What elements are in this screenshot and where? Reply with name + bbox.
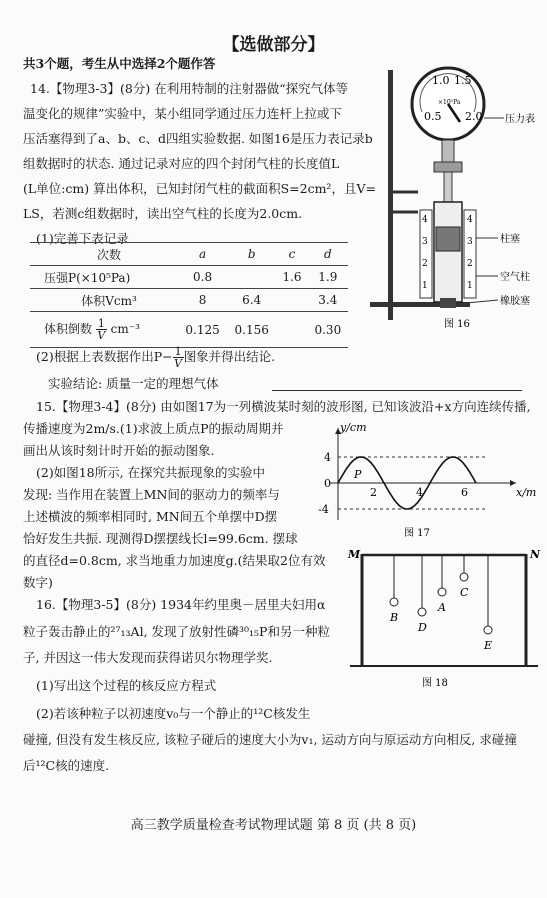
scale-mark: 4 — [467, 215, 473, 225]
x-tick: 4 — [416, 486, 423, 499]
table-header-cell: 次数 — [30, 243, 178, 266]
pendulum-bob — [460, 573, 468, 581]
label-n: N — [530, 548, 541, 561]
table-cell: 6.4 — [227, 289, 276, 312]
q14-part2 — [36, 346, 275, 369]
part2-prefix: (2)根据上表数据作出P− — [36, 349, 173, 364]
gauge-unit: ×10⁵Pa — [438, 99, 461, 106]
label-gauge: 压力表 — [505, 114, 535, 125]
table-row — [30, 312, 348, 348]
plunger — [436, 227, 460, 251]
fraction-numerator: 1 — [97, 317, 105, 330]
row-label: 体积Vcm³ — [30, 289, 178, 312]
figure-caption: 图 18 — [422, 678, 448, 688]
q15-line: 15.【物理3-4】(8分) 由如图17为一列横波某时刻的波形图, 已知该波沿+x方向连续传播, — [36, 399, 531, 414]
scale-mark: 2 — [422, 259, 428, 269]
x-tick: 2 — [370, 486, 377, 499]
point-p-label: P — [354, 468, 362, 481]
page-footer: 高三教学质量检查考试物理试题 第 8 页 (共 8 页) — [130, 818, 417, 833]
q15-line: 上述横波的频率相同时, MN间五个单摆中D摆 — [23, 509, 278, 524]
q15-line: (2)如图18所示, 在探究共振现象的实验中 — [36, 465, 266, 480]
x-axis-label: x/m — [516, 486, 537, 499]
pendulum-bob — [438, 588, 446, 596]
table-cell — [276, 289, 307, 312]
q16-line: (2)若该种粒子以初速度v₀与一个静止的¹²C核发生 — [36, 706, 311, 721]
label-air: 空气柱 — [500, 272, 530, 283]
y-axis-label: y/cm — [340, 421, 367, 434]
pendulum-label-b: B — [390, 611, 399, 624]
table-header-cell: a — [178, 243, 227, 266]
table-header-cell: d — [308, 243, 348, 266]
section-title: 【选做部分】 — [222, 35, 325, 55]
x-tick: 6 — [461, 486, 468, 499]
row-label: 压强P(×10⁵Pa) — [30, 266, 178, 289]
scale-mark: 1 — [422, 281, 428, 291]
q15-line: 恰好发生共振. 现测得D摆摆线长l=99.6cm. 摆球 — [23, 531, 298, 546]
fraction-numerator: 1 — [174, 345, 182, 358]
connector — [434, 162, 462, 172]
q14-line: 组数据时的状态. 通过记录对应的四个封闭气柱的长度值L — [23, 156, 340, 171]
figure-caption: 图 17 — [404, 528, 430, 539]
table-header-row — [30, 243, 348, 266]
scale-mark: 1 — [467, 281, 473, 291]
clamp-arm — [393, 192, 418, 212]
fraction-denominator: V — [97, 329, 106, 342]
pendulum-bob — [484, 626, 492, 634]
y-tick: 0 — [324, 477, 331, 490]
scale-mark: 3 — [422, 237, 428, 247]
q15-line: 画出从该时刻计时开始的振动图象. — [23, 443, 215, 458]
table-cell — [227, 266, 276, 289]
table-cell — [276, 312, 307, 348]
q15-line: 传播速度为2m/s.(1)求波上质点P的振动周期并 — [23, 421, 284, 436]
pendulum-label-d: D — [418, 621, 427, 634]
q14-line: (L单位:cm) 算出体积，已知封闭气柱的截面积S=2cm²，且V= — [23, 181, 376, 196]
table-cell: 1.6 — [276, 266, 307, 289]
q15-line: 数字) — [23, 575, 53, 590]
scale-mark: 4 — [422, 215, 428, 225]
q14-part1: (1)完善下表记录 — [36, 231, 129, 246]
gauge-tick: 1.0 — [432, 74, 450, 87]
row-label-suffix: cm⁻³ — [110, 322, 140, 336]
pendulum-label-e: E — [484, 639, 493, 652]
rubber-stopper — [440, 298, 456, 308]
row-label-prefix: 体积倒数 — [44, 322, 93, 336]
y-tick: -4 — [318, 503, 329, 516]
table-cell: 0.156 — [227, 312, 276, 348]
pendulum-bob — [418, 608, 426, 616]
fraction-denominator: V — [174, 357, 183, 370]
answer-blank-line — [272, 390, 522, 391]
label-m: M — [348, 548, 361, 561]
pendulum-bob — [390, 598, 398, 606]
section-instruction: 共3个题，考生从中选择2个题作答 — [23, 56, 216, 71]
q16-line: 碰撞, 但没有发生核反应, 该粒子碰后的速度大小为v₁, 运动方向与原运动方向相反, 求碰撞 — [23, 732, 517, 747]
part2-suffix: 图象并得出结论. — [183, 349, 276, 364]
q16-line: 后¹²C核的速度. — [23, 758, 110, 773]
figure-16 — [348, 62, 538, 330]
syringe-barrel — [434, 202, 462, 302]
gauge-stem — [442, 140, 454, 162]
q16-line: (1)写出这个过程的核反应方程式 — [36, 678, 217, 693]
label-stopper: 橡胶塞 — [500, 296, 530, 307]
table-cell: 3.4 — [308, 289, 348, 312]
q16-line: 16.【物理3-5】(8分) 1934年约里奥－居里夫妇用α — [36, 597, 326, 612]
q15-line: 的直径d=0.8cm, 求当地重力加速度g.(结果取2位有效 — [23, 553, 326, 568]
fraction — [173, 346, 184, 369]
pendulum-label-a: A — [438, 601, 446, 614]
gauge-tick: 0.5 — [424, 110, 442, 123]
table-cell: 0.30 — [308, 312, 348, 348]
label-plunger: 柱塞 — [500, 234, 520, 245]
q14-line: 温变化的规律”实验中，某小组同学通过压力连杆上拉或下 — [23, 106, 342, 121]
figure-18 — [346, 548, 542, 688]
table-cell: 1.9 — [308, 266, 348, 289]
scale-mark: 2 — [467, 259, 473, 269]
q16-line: 粒子轰击静止的²⁷₁₃Al, 发现了放射性磷³⁰₁₅P和另一种粒 — [23, 624, 330, 639]
q14-line: 压活塞得到了a、b、c、d四组实验数据. 如图16是压力表记录b — [23, 131, 373, 146]
q14-line: 14.【物理3-3】(8分) 在利用特制的注射器做“探究气体等 — [30, 81, 349, 96]
stand-pole — [388, 70, 393, 320]
table-cell: 8 — [178, 289, 227, 312]
table-row — [30, 266, 348, 289]
q15-line: 发现: 当作用在装置上MN间的驱动力的频率与 — [23, 487, 280, 502]
figure-caption: 图 16 — [444, 319, 470, 330]
table-cell: 0.125 — [178, 312, 227, 348]
scale-mark: 3 — [467, 237, 473, 247]
gauge-tick: 1.5 — [454, 74, 472, 87]
table-cell: 0.8 — [178, 266, 227, 289]
y-tick: 4 — [324, 451, 331, 464]
record-table — [30, 242, 348, 348]
table-header-cell: b — [227, 243, 276, 266]
figure-17 — [308, 420, 544, 548]
row-label — [30, 312, 178, 348]
q16-line: 子, 并因这一伟大发现而获得诺贝尔物理学奖. — [23, 650, 273, 665]
table-row — [30, 289, 348, 312]
table-header-cell: c — [276, 243, 307, 266]
pendulum-label-c: C — [460, 586, 469, 599]
gauge-tick: 2.0 — [465, 110, 483, 123]
q14-conclusion: 实验结论: 质量一定的理想气体 — [48, 376, 219, 391]
fraction — [96, 318, 107, 341]
q14-line: LS，若测c组数据时，读出空气柱的长度为2.0cm. — [23, 206, 303, 221]
